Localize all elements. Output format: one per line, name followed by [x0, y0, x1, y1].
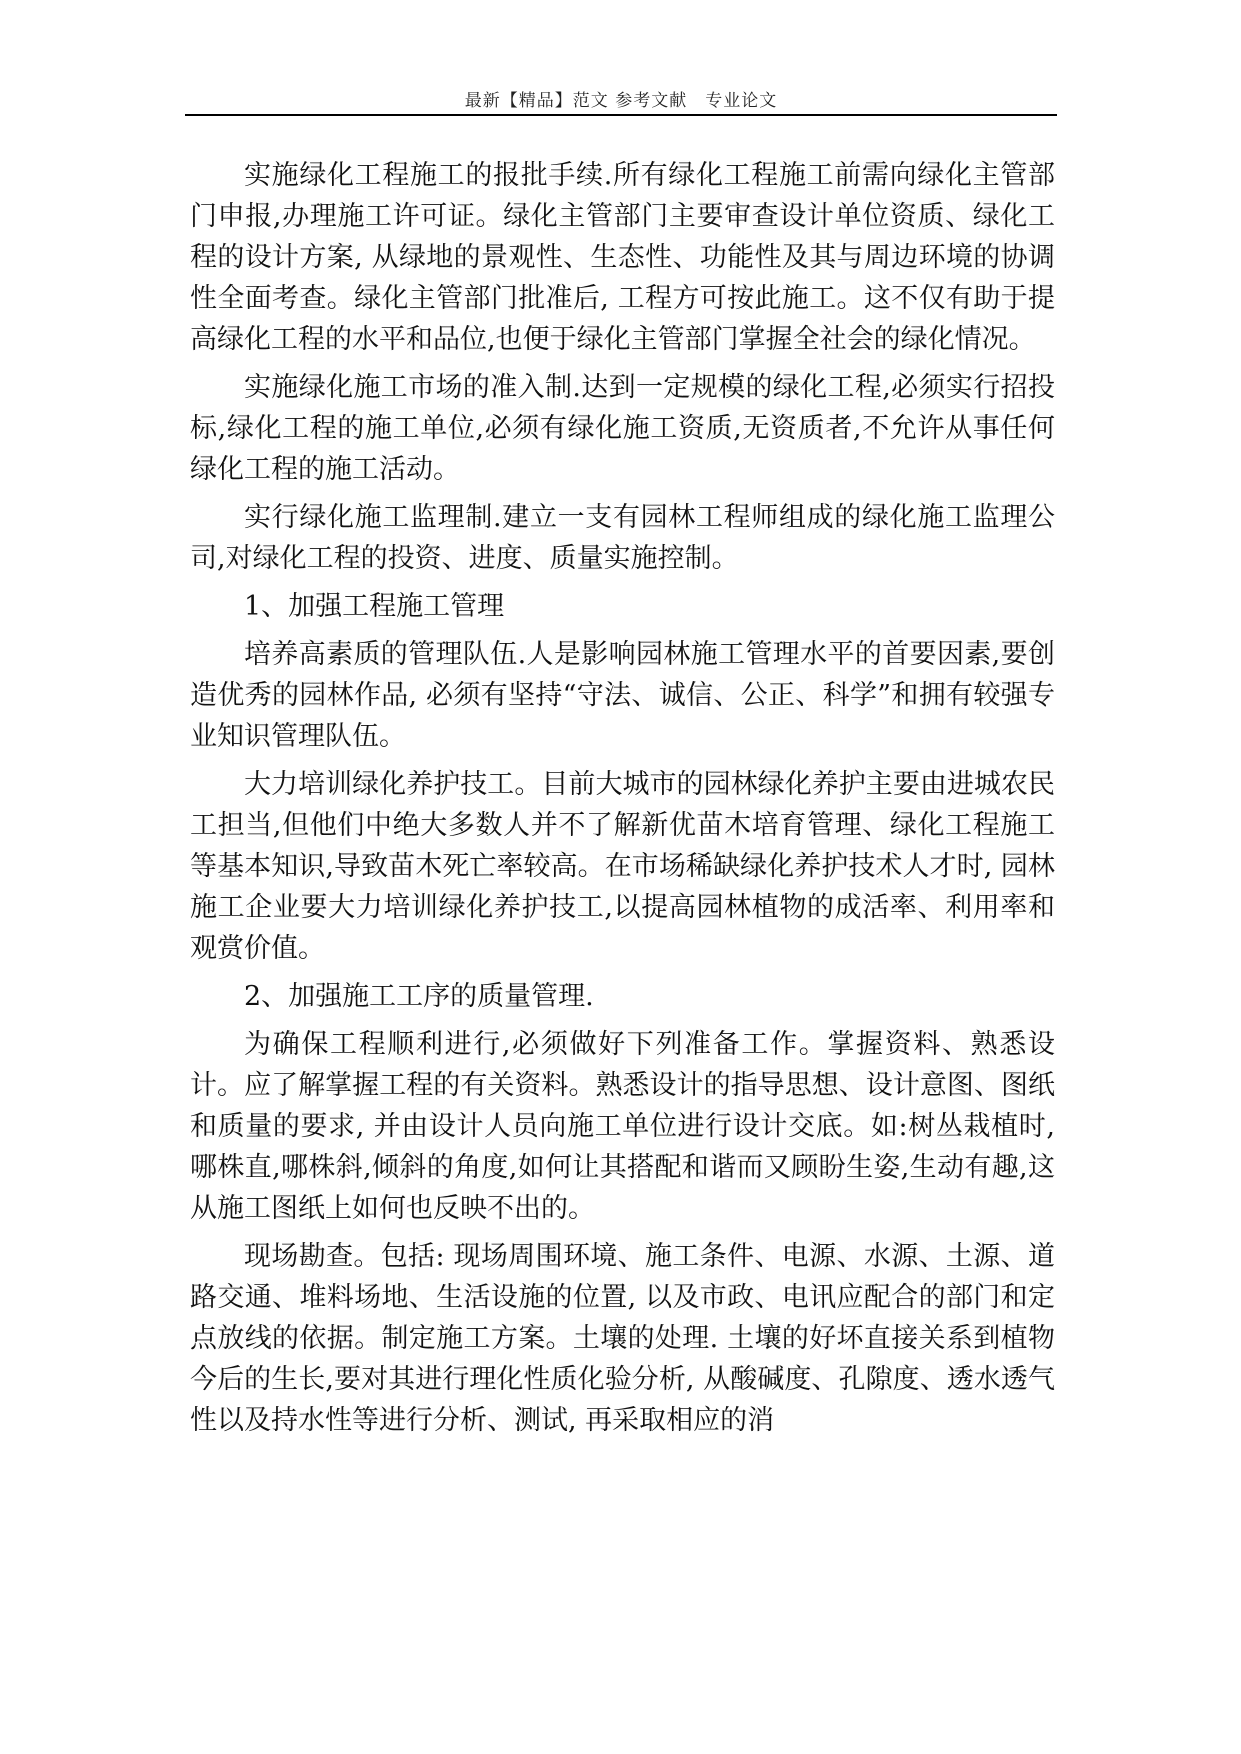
paragraph: 实施绿化施工市场的准入制.达到一定规模的绿化工程,必须实行招投标,绿化工程的施工单位,必须有绿化施工资质,无资质者,不允许从事任何绿化工程的施工活动。 — [190, 372, 1055, 485]
paragraph: 培养高素质的管理队伍.人是影响园林施工管理水平的首要因素,要创造优秀的园林作品, 必须有坚持“守法、诚信、公正、科学”和拥有较强专业知识管理队伍。 — [190, 639, 1055, 752]
paragraph: 现场勘查。包括: 现场周围环境、施工条件、电源、水源、土源、道路交通、堆料场地、生活设施的位置, 以及市政、电讯应配合的部门和定点放线的依据。制定施工方案。土壤的处理. 土壤的好坏直接关系到植物今后的生长,要对其进行理化性质化验分析, 从酸碱度、孔隙度、透水透气性以及持水性等进行分析、测试, 再采取相应的消 — [190, 1241, 1055, 1436]
body-text — [190, 155, 1055, 1448]
paragraph: 实施绿化工程施工的报批手续.所有绿化工程施工前需向绿化主管部门申报,办理施工许可证。绿化主管部门主要审查设计单位资质、绿化工程的设计方案, 从绿地的景观性、生态性、功能性及其与周边环境的协调性全面考查。绿化主管部门批准后, 工程方可按此施工。这不仅有助于提高绿化工程的水平和品位,也便于绿化主管部门掌握全社会的绿化情况。 — [190, 160, 1055, 355]
header-divider — [185, 114, 1057, 116]
section-heading: 2、加强施工工序的质量管理. — [244, 981, 594, 1012]
paragraph: 大力培训绿化养护技工。目前大城市的园林绿化养护主要由进城农民工担当,但他们中绝大多数人并不了解新优苗木培育管理、绿化工程施工等基本知识,导致苗木死亡率较高。在市场稀缺绿化养护技术人才时, 园林施工企业要大力培训绿化养护技工,以提高园林植物的成活率、利用率和观赏价值。 — [190, 769, 1055, 964]
paragraph: 为确保工程顺利进行,必须做好下列准备工作。掌握资料、熟悉设计。应了解掌握工程的有关资料。熟悉设计的指导思想、设计意图、图纸和质量的要求, 并由设计人员向施工单位进行设计交底。如:树丛栽植时,哪株直,哪株斜,倾斜的角度,如何让其搭配和谐而又顾盼生姿,生动有趣,这从施工图纸上如何也反映不出的。 — [190, 1029, 1055, 1224]
running-header: 最新【精品】范文 参考文献 专业论文 — [464, 91, 778, 111]
paragraph: 实行绿化施工监理制.建立一支有园林工程师组成的绿化施工监理公司,对绿化工程的投资、进度、质量实施控制。 — [190, 502, 1055, 574]
section-heading: 1、加强工程施工管理 — [244, 591, 505, 622]
